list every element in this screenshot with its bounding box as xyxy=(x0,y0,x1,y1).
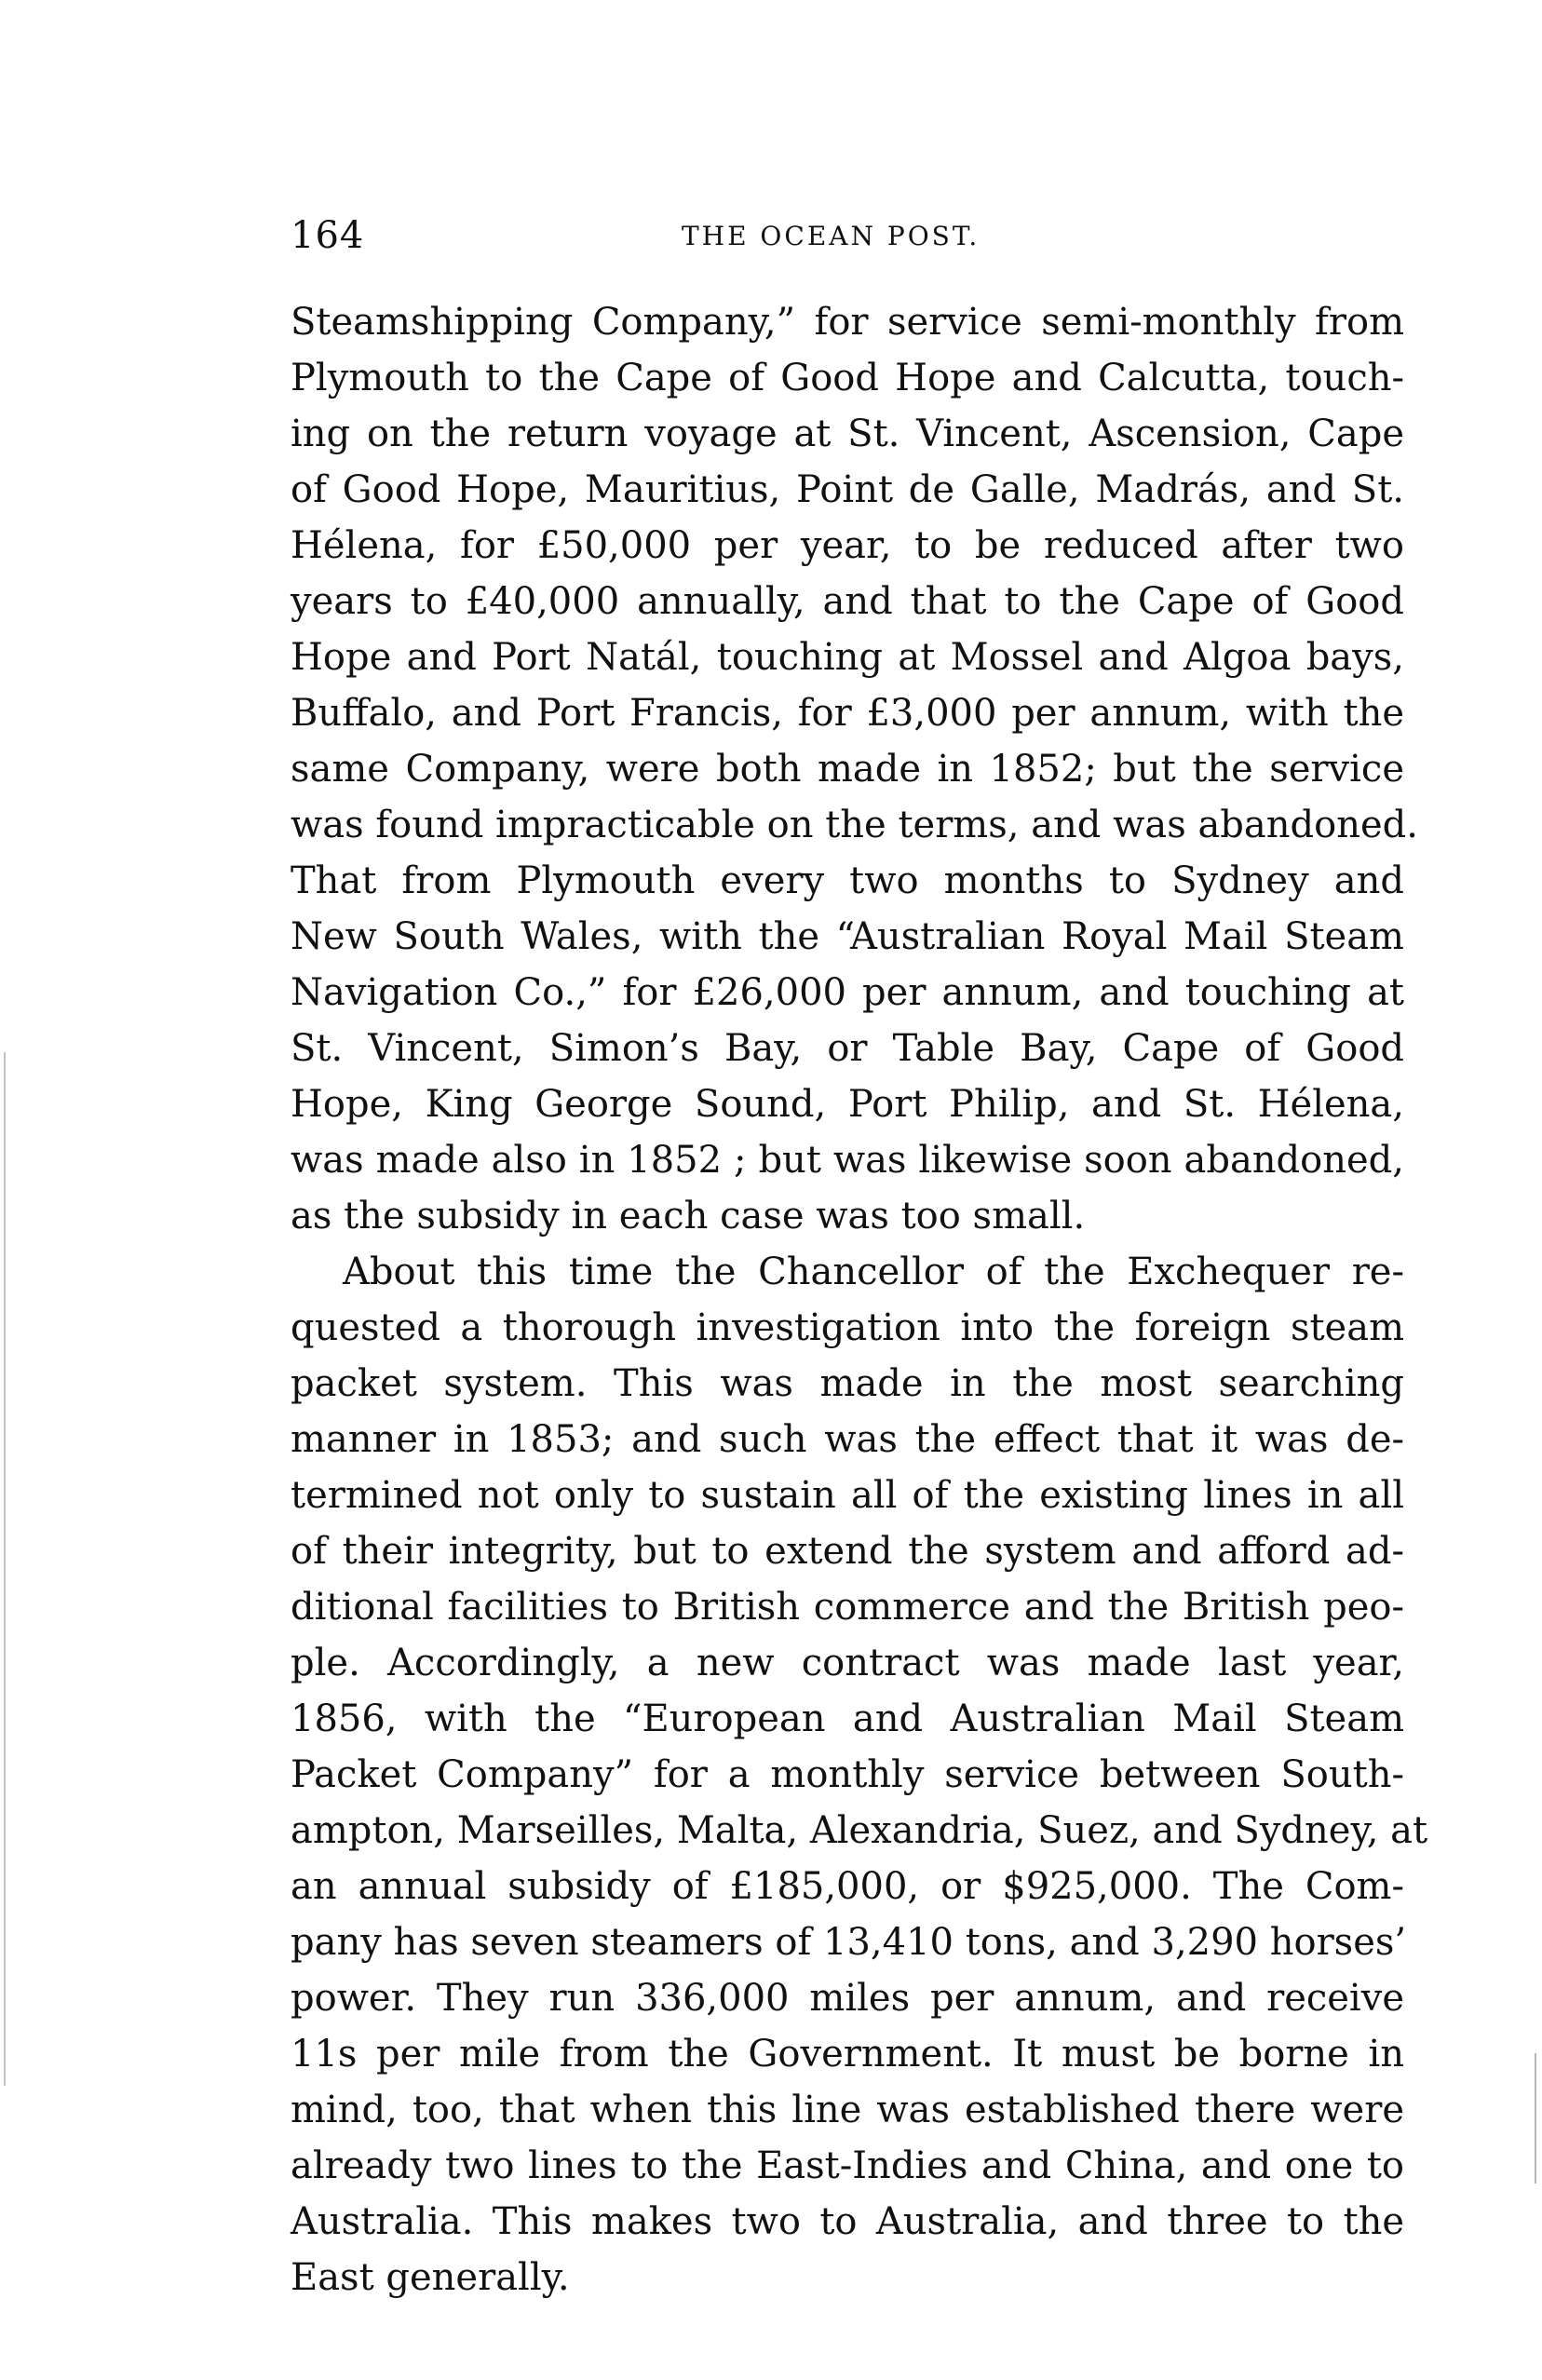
scan-edge-mark-left xyxy=(4,1052,6,2086)
text-line: ampton, Marseilles, Malta, Alexandria, Suez, and Sydney, at xyxy=(291,1809,1428,1852)
paragraph-2 xyxy=(291,1244,1428,2306)
body-text xyxy=(291,294,1428,2306)
text-line: ing on the return voyage at St. Vincent, Ascension, Cape xyxy=(291,412,1404,455)
text-line: Hélena, for £50,000 per year, to be reduced after two xyxy=(291,524,1404,567)
text-line: 11s per mile from the Government. It must be borne in xyxy=(291,2033,1404,2076)
text-line: packet system. This was made in the most searching xyxy=(291,1362,1404,1405)
scan-edge-mark-right xyxy=(1535,2053,1536,2184)
running-title: THE OCEAN POST. xyxy=(682,221,981,251)
text-line: About this time the Chancellor of the Exchequer re- xyxy=(343,1251,1404,1293)
text-line: New South Wales, with the “Australian Royal Mail Steam xyxy=(291,915,1404,958)
text-line: Hope, King George Sound, Port Philip, and St. Hélena, xyxy=(291,1083,1404,1126)
page-header xyxy=(291,212,1427,268)
text-line: mind, too, that when this line was established there were xyxy=(291,2089,1404,2131)
text-line: of Good Hope, Mauritius, Point de Galle, Madrás, and St. xyxy=(291,468,1404,511)
page-number: 164 xyxy=(291,214,365,257)
text-line: ple. Accordingly, a new contract was made last year, xyxy=(291,1642,1404,1684)
text-line: power. They run 336,000 miles per annum, and receive xyxy=(291,1977,1404,2020)
text-line: as the subsidy in each case was too small. xyxy=(291,1195,1086,1237)
text-line: of their integrity, but to extend the system and afford ad- xyxy=(291,1530,1404,1573)
text-line: quested a thorough investigation into the foreign steam xyxy=(291,1306,1404,1349)
text-line: same Company, were both made in 1852; but the service xyxy=(291,748,1404,791)
text-line: Packet Company” for a monthly service between South- xyxy=(291,1753,1404,1796)
text-line: pany has seven steamers of 13,410 tons, and 3,290 horses’ xyxy=(291,1921,1407,1964)
text-line: Australia. This makes two to Australia, and three to the xyxy=(291,2200,1404,2243)
text-line: St. Vincent, Simon’s Bay, or Table Bay, Cape of Good xyxy=(291,1027,1404,1070)
text-line: 1856, with the “European and Australian Mail Steam xyxy=(291,1697,1404,1740)
text-line: termined not only to sustain all of the existing lines in all xyxy=(291,1474,1404,1517)
text-line: Navigation Co.,” for £26,000 per annum, and touching at xyxy=(291,971,1404,1014)
text-line: Hope and Port Natál, touching at Mossel and Algoa bays, xyxy=(291,636,1404,679)
text-line: was found impracticable on the terms, and was abandoned. xyxy=(291,804,1418,846)
text-line: That from Plymouth every two months to Sydney and xyxy=(291,859,1404,902)
text-line: Steamshipping Company,” for service semi-monthly from xyxy=(291,301,1404,344)
text-line: years to £40,000 annually, and that to the Cape of Good xyxy=(291,580,1404,623)
text-line: East generally. xyxy=(291,2256,570,2299)
text-line: was made also in 1852 ; but was likewise soon abandoned, xyxy=(291,1139,1404,1182)
text-line: already two lines to the East-Indies and China, and one to xyxy=(291,2144,1404,2187)
text-line: manner in 1853; and such was the effect that it was de- xyxy=(291,1418,1404,1461)
paragraph-1 xyxy=(291,294,1418,1244)
text-line: Plymouth to the Cape of Good Hope and Calcutta, touch- xyxy=(291,357,1404,399)
text-line: an annual subsidy of £185,000, or $925,000. The Com- xyxy=(291,1865,1404,1908)
text-line: ditional facilities to British commerce and the British peo- xyxy=(291,1586,1404,1629)
text-line: Buffalo, and Port Francis, for £3,000 per annum, with the xyxy=(291,692,1404,735)
